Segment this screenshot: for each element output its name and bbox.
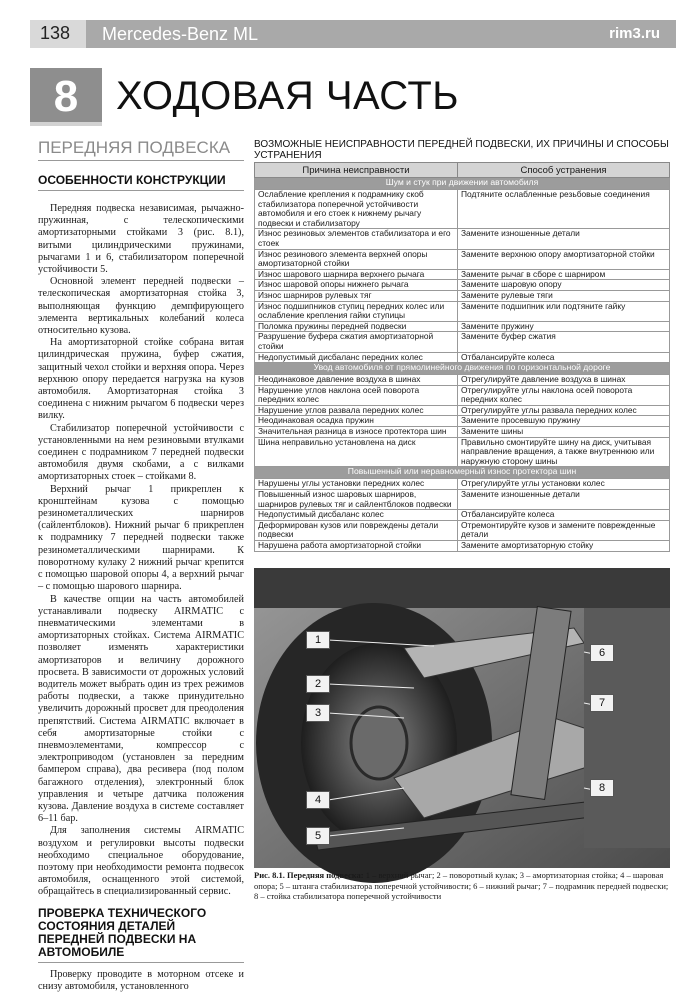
cause-cell: Нарушение углов развала передних колес (255, 405, 458, 416)
table-row (255, 332, 670, 352)
subsection-title: ОСОБЕННОСТИ КОНСТРУКЦИИ (38, 173, 244, 191)
column-header-fix: Способ устранения (458, 163, 670, 178)
left-column (38, 138, 244, 993)
cause-cell: Деформирован кузов или повреждены детали подвески (255, 520, 458, 540)
fix-cell: Отбалансируйте колеса (458, 352, 670, 363)
subsection2-title: ПРОВЕРКА ТЕХНИЧЕСКОГО СОСТОЯНИЯ ДЕТАЛЕЙ ПЕРЕДНЕЙ ПОДВЕСКИ НА АВТОМОБИЛЕ (38, 907, 244, 963)
cause-cell: Недопустимый дисбаланс передних колес (255, 352, 458, 363)
table-row (255, 510, 670, 521)
cause-cell: Ослабление крепления к подрамнику скоб стабилизатора поперечной устойчивости автомобиля и его стоек к нижнему рычагу подвески и стабилизатору (255, 190, 458, 229)
cause-cell: Износ шарниров рулевых тяг (255, 290, 458, 301)
paragraph: В качестве опции на часть автомобилей устанавливали подвеску AIRMATIC с пневматическими элементами в амортизаторных стойках. Система AIRMATIC позволяет изменять характеристики амортизаторов и величину дорожного просвета. В зависимости от дорожных условий водитель может выбрать один из трех режимов работы подвески, а также принудительно увеличить дорожный просвет для преодоления препятствий. Система AIRMATIC включает в себя амортизаторные стойки с пневмоэлементами, компрессор с электроприводом (установлен за передним бампером справа), два ресивера (под полом багажного отделения), электронный блок управления и четыре датчика положения кузова. Давление воздуха в системе составляет 6–11 бар. (38, 593, 244, 825)
paragraph: Верхний рычаг 1 прикреплен к кронштейнам кузова с помощью резинометаллических шарниров (сайлентблоков). Нижний рычаг 6 прикреплен к подрамнику 7 передней подвески также резинометаллическими шарнирами. К поворотному кулаку 2 нижний рычаг крепится с помощью шаровой опоры 4, а верхний рычаг – с помощью шарового шарнира. (38, 483, 244, 593)
page-header (0, 20, 700, 48)
table-row (255, 437, 670, 467)
paragraph: Проверку проводите в моторном отсеке и снизу автомобиля, установленного (38, 968, 244, 992)
cause-cell: Износ шаровой опоры нижнего рычага (255, 280, 458, 291)
table-row (255, 249, 670, 269)
cause-cell: Шина неправильно установлена на диск (255, 437, 458, 467)
table-row (255, 520, 670, 540)
paragraph: Передняя подвеска независимая, рычажно-пружинная, с телескопическими амортизаторными стойками 3 (рис. 8.1), витыми цилиндрическими пружинами, рычагами 1 и 6, стабилизатором поперечной устойчивости 5. (38, 203, 244, 276)
suspension-photo (254, 568, 670, 868)
table-row (255, 375, 670, 386)
callout-3: 3 (306, 704, 330, 722)
table-row (255, 490, 670, 510)
cause-cell: Износ шарового шарнира верхнего рычага (255, 269, 458, 280)
cause-cell: Нарушены углы установки передних колес (255, 479, 458, 490)
cause-cell: Износ резинового элемента верхней опоры амортизаторной стойки (255, 249, 458, 269)
table-row (255, 190, 670, 229)
figure-caption-text: 1 – верхний рычаг; 2 – поворотный кулак; 3 – амортизаторная стойка; 4 – шаровая опора; 5 – штанга стабилизатора поперечной устойчивости; 6 – нижний рычаг; 7 – подрамник передней подвески; 8 – стойка стабилизатора поперечной устойчивости (254, 870, 669, 901)
table-group-label: Увод автомобиля от прямолинейного движения по горизонтальной дороге (255, 363, 670, 375)
callout-2: 2 (306, 675, 330, 693)
fix-cell: Замените просевшую пружину (458, 416, 670, 427)
table-row (255, 416, 670, 427)
fix-cell: Замените изношенные детали (458, 490, 670, 510)
fix-cell: Отрегулируйте углы наклона осей поворота передних колес (458, 385, 670, 405)
book-title: Mercedes-Benz ML (102, 24, 259, 44)
chapter-number-box (30, 68, 102, 126)
fix-cell: Замените рычаг в сборе с шарниром (458, 269, 670, 280)
fix-cell: Замените пружину (458, 321, 670, 332)
fix-cell: Подтяните ослабленные резьбовые соединения (458, 190, 670, 229)
cause-cell: Нарушена работа амортизаторной стойки (255, 541, 458, 552)
fix-cell: Правильно смонтируйте шину на диск, учитывая направление вращения, а также внутреннюю или наружную сторону шины (458, 437, 670, 467)
callout-4: 4 (306, 791, 330, 809)
paragraph: Для заполнения системы AIRMATIC воздухом и регулировки высоты подвески необходимо специальное оборудование, поэтому при необходимости ремонта подвесок автомобиля, оснащенного этой системой, обращайтесь в специализированный сервис. (38, 825, 244, 898)
cause-cell: Нарушение углов наклона осей поворота передних колес (255, 385, 458, 405)
table-row (255, 229, 670, 249)
table-row (255, 385, 670, 405)
callout-6: 6 (590, 644, 614, 662)
chapter-number: 8 (53, 72, 79, 121)
paragraph: Стабилизатор поперечной устойчивости с установленными на нем резиновыми втулками соединен с подрамником 7 передней подвески автомобиля двумя скобами, а с вилками амортизаторных стоек – стойками 8. (38, 422, 244, 483)
page-number: 138 (30, 20, 86, 48)
table-row (255, 301, 670, 321)
paragraph: Основной элемент передней подвески – телескопическая амортизаторная стойка 3, выполняющая функцию демпфирующего элемента вертикальных колебаний колеса относительно кузова. (38, 276, 244, 337)
fix-cell: Замените рулевые тяги (458, 290, 670, 301)
table-row (255, 405, 670, 416)
paragraph: На амортизаторной стойке собрана витая цилиндрическая пружина, буфер сжатия, защитный чехол стойки и верхняя опора. Через верхнюю опору передается нагрузка на кузов автомобиля. Амортизаторная стойка 3 соединена с нижним рычагом 6 подвески через вилку. (38, 337, 244, 422)
table-row (255, 290, 670, 301)
site-link[interactable]: rim3.ru (609, 25, 660, 42)
cause-cell: Разрушение буфера сжатия амортизаторной стойки (255, 332, 458, 352)
fix-cell: Замените буфер сжатия (458, 332, 670, 352)
table-row (255, 269, 670, 280)
table-group-row (255, 363, 670, 375)
callout-1: 1 (306, 631, 330, 649)
fix-cell: Замените подшипник или подтяните гайку (458, 301, 670, 321)
table-row (255, 541, 670, 552)
column-header-cause: Причина неисправности (255, 163, 458, 178)
cause-cell: Износ подшипников ступиц передних колес или ослабление крепления гайки ступицы (255, 301, 458, 321)
table-row (255, 352, 670, 363)
table-group-row (255, 467, 670, 479)
fix-cell: Отрегулируйте углы развала передних колес (458, 405, 670, 416)
figure-caption (254, 870, 670, 902)
callout-8: 8 (590, 779, 614, 797)
table-group-label: Шум и стук при движении автомобиля (255, 178, 670, 190)
cause-cell: Неодинаковая осадка пружин (255, 416, 458, 427)
cause-cell: Повышенный износ шаровых шарниров, шарниров рулевых тяг и сайлентблоков подвески (255, 490, 458, 510)
table-row (255, 479, 670, 490)
fix-cell: Замените верхнюю опору амортизаторной стойки (458, 249, 670, 269)
cause-cell: Поломка пружины передней подвески (255, 321, 458, 332)
fix-cell: Замените шины (458, 427, 670, 438)
table-title: ВОЗМОЖНЫЕ НЕИСПРАВНОСТИ ПЕРЕДНЕЙ ПОДВЕСКИ, ИХ ПРИЧИНЫ И СПОСОБЫ УСТРАНЕНИЯ (254, 139, 669, 161)
cause-cell: Износ резиновых элементов стабилизатора и его стоек (255, 229, 458, 249)
table-row (255, 321, 670, 332)
header-band (86, 20, 676, 48)
wheel-arch (254, 568, 670, 608)
chapter-title: ХОДОВАЯ ЧАСТЬ (116, 74, 460, 118)
cause-cell: Неодинаковое давление воздуха в шинах (255, 375, 458, 386)
table-group-row (255, 178, 670, 190)
table-row (255, 427, 670, 438)
fix-cell: Отрегулируйте углы установки колес (458, 479, 670, 490)
table-group-label: Повышенный или неравномерный износ протектора шин (255, 467, 670, 479)
section-title: ПЕРЕДНЯЯ ПОДВЕСКА (38, 138, 244, 161)
fix-cell: Отремонтируйте кузов и замените поврежденные детали (458, 520, 670, 540)
fix-cell: Отбалансируйте колеса (458, 510, 670, 521)
faults-table (254, 162, 670, 552)
figure-caption-label: Рис. 8.1. Передняя подвеска: (254, 870, 364, 880)
fix-cell: Замените шаровую опору (458, 280, 670, 291)
fix-cell: Замените изношенные детали (458, 229, 670, 249)
callout-7: 7 (590, 694, 614, 712)
table-row (255, 280, 670, 291)
callout-5: 5 (306, 827, 330, 845)
fix-cell: Отрегулируйте давление воздуха в шинах (458, 375, 670, 386)
cause-cell: Значительная разница в износе протектора шин (255, 427, 458, 438)
fix-cell: Замените амортизаторную стойку (458, 541, 670, 552)
cause-cell: Недопустимый дисбаланс колес (255, 510, 458, 521)
